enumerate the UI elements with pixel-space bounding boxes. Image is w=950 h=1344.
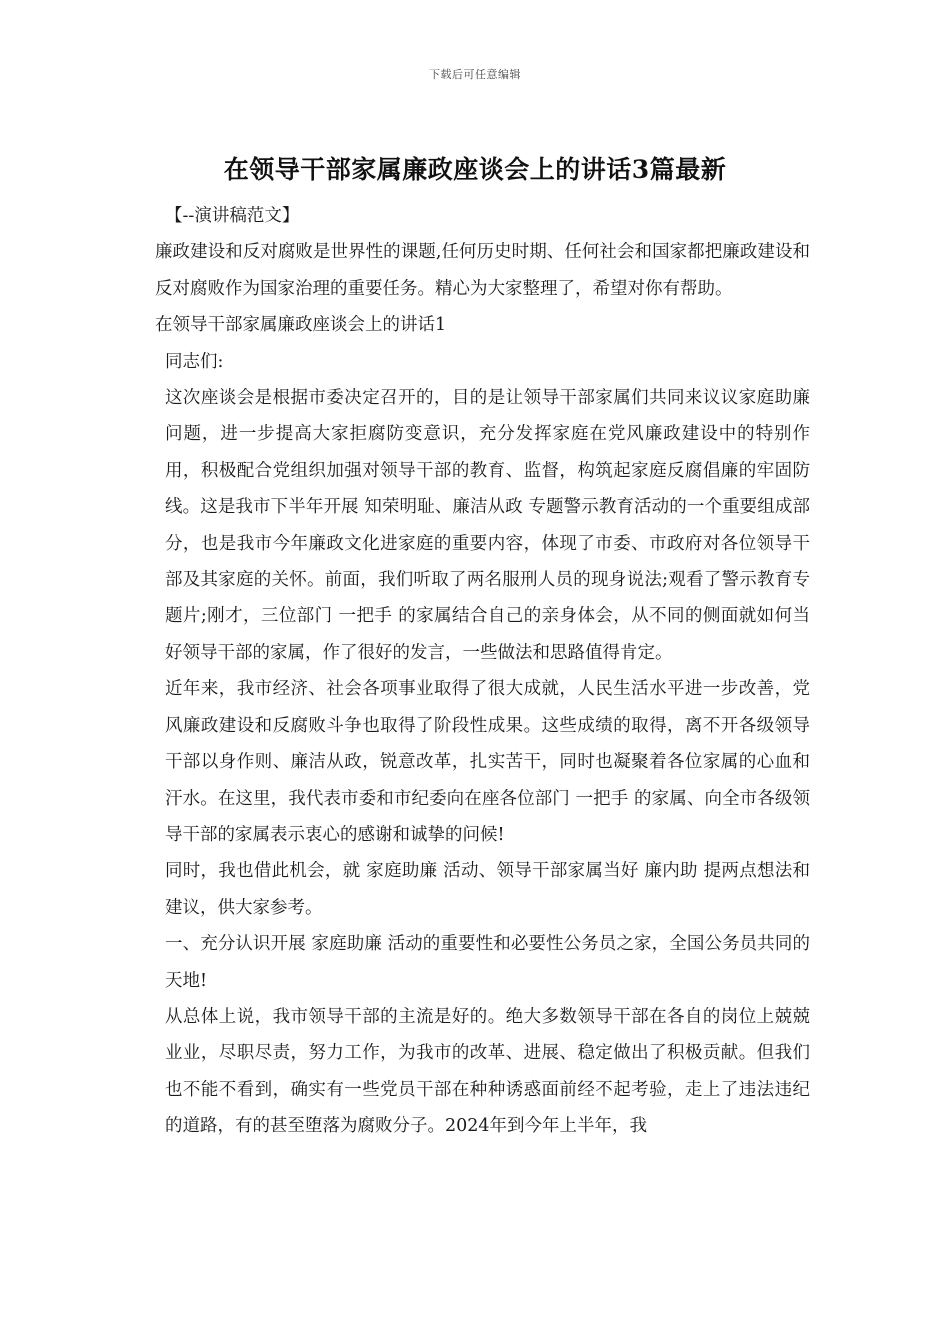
paragraph: 这次座谈会是根据市委决定召开的，目的是让领导干部家属们共同来议议家庭助廉问题，进一步提高大家拒腐防变意识，充分发挥家庭在党风廉政建设中的特别作用，积极配合党组织加强对领导干部的教育、监督，构筑起家庭反腐倡廉的牢固防线。这是我市下半年开展 知荣明耻、廉洁从政 专题警示教育活动的一个重要组成部分，也是我市今年廉政文化进家庭的重要内容，体现了市委、市政府对各位领导干部及其家庭的关怀。前面，我们听取了两名服刑人员的现身说法;观看了警示教育专题片;刚才，三位部门 一把手 的家属结合自己的亲身体会，从不同的侧面就如何当好领导干部的家属，作了很好的发言，一些做法和思路值得肯定。: [165, 388, 810, 663]
paragraph: 同时，我也借此机会，就 家庭助廉 活动、领导干部家属当好 廉内助 提两点想法和建议，供大家参考。: [165, 861, 810, 918]
document-body: [145, 198, 810, 1145]
paragraph-intro: 廉政建设和反对腐败是世界性的课题,任何历史时期、任何社会和国家都把廉政建设和反对腐败作为国家治理的重要任务。精心为大家整理了，希望对你有帮助。: [155, 242, 810, 299]
paragraph: 从总体上说，我市领导干部的主流是好的。绝大多数领导干部在各自的岗位上兢兢业业，尽职尽责，努力工作，为我市的改革、进展、稳定做出了积极贡献。但我们也不能不看到，确实有一些党员干部在种种诱惑面前经不起考验，走上了违法违纪的道路，有的甚至堕落为腐败分子。2024年到今年上半年，我: [165, 1006, 810, 1137]
page-title: 在领导干部家属廉政座谈会上的讲话3篇最新: [223, 155, 727, 184]
salutation: 同志们:: [165, 351, 224, 372]
section-heading: 在领导干部家属廉政座谈会上的讲话1: [155, 315, 447, 336]
header-note: 下载后可任意编辑: [429, 68, 521, 81]
category-label: 【--演讲稿范文】: [165, 206, 300, 226]
paragraph: 近年来，我市经济、社会各项事业取得了很大成就，人民生活水平进一步改善，党风廉政建设和反腐败斗争也取得了阶段性成果。这些成绩的取得，离不开各级领导干部以身作则、廉洁从政，锐意改革，扎实苦干，同时也凝聚着各位家属的心血和汗水。在这里，我代表市委和市纪委向在座各位部门 一把手 的家属、向全市各级领导干部的家属表示衷心的感谢和诚挚的问候!: [165, 679, 810, 845]
paragraph: 一、充分认识开展 家庭助廉 活动的重要性和必要性公务员之家，全国公务员共同的天地!: [165, 934, 810, 991]
